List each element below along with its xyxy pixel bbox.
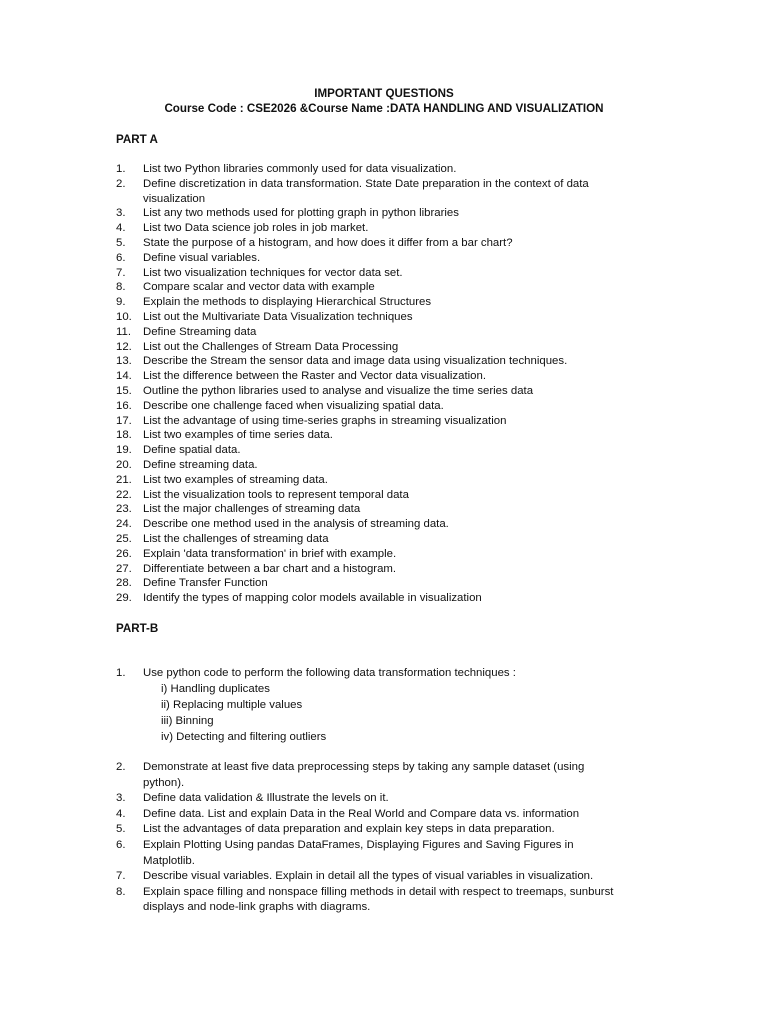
part-b-question-list xyxy=(116,760,621,916)
list-item: 21. List two examples of streaming data. xyxy=(116,473,328,486)
list-item: 5. State the purpose of a histogram, and how does it differ from a bar chart? xyxy=(116,236,513,249)
list-item: 17. List the advantage of using time-series graphs in streaming visualization xyxy=(116,414,507,427)
part-b-question-1 xyxy=(116,666,636,745)
part-a-heading: PART A xyxy=(116,133,158,146)
list-item: 29. Identify the types of mapping color models available in visualization xyxy=(116,592,482,605)
list-item: 8. Compare scalar and vector data with example xyxy=(116,281,375,294)
list-item: 16. Describe one challenge faced when visualizing spatial data. xyxy=(116,399,444,412)
list-item: 7. List two visualization techniques for vector data set. xyxy=(116,266,403,279)
list-item: 10. List out the Multivariate Data Visualization techniques xyxy=(116,310,413,323)
list-item: 14. List the difference between the Raster and Vector data visualization. xyxy=(116,370,486,383)
document-title: IMPORTANT QUESTIONS xyxy=(314,87,454,100)
list-item: 15. Outline the python libraries used to analyse and visualize the time series data xyxy=(116,384,534,397)
part-a-question-list xyxy=(116,162,636,606)
list-item: 13. Describe the Stream the sensor data and image data using visualization techniques. xyxy=(116,355,568,368)
sub-item: ii) Replacing multiple values xyxy=(161,698,303,711)
list-item: 9. Explain the methods to displaying Hierarchical Structures xyxy=(116,296,432,309)
list-item: 23. List the major challenges of streaming data xyxy=(116,503,361,516)
list-item: 3. Define data validation & Illustrate the levels on it. xyxy=(116,792,389,805)
list-item: 2. Demonstrate at least five data preprocessing steps by taking any sample dataset (using python). xyxy=(116,761,585,789)
list-item: 1. List two Python libraries commonly used for data visualization. xyxy=(116,163,457,175)
course-line: Course Code : CSE2026 &Course Name :DATA HANDLING AND VISUALIZATION xyxy=(164,102,604,115)
list-item: 6. Define visual variables. xyxy=(116,251,261,264)
sub-item: iii) Binning xyxy=(161,714,214,727)
list-item: 11. Define Streaming data xyxy=(116,325,257,338)
list-item: 12. List out the Challenges of Stream Data Processing xyxy=(116,340,399,353)
list-item: 3. List any two methods used for plotting graph in python libraries xyxy=(116,207,459,220)
sub-item-list xyxy=(161,681,636,745)
list-item: 7. Describe visual variables. Explain in detail all the types of visual variables in visualization. xyxy=(116,870,594,883)
list-item: 24. Describe one method used in the analysis of streaming data. xyxy=(116,518,449,531)
list-item: 4. Define data. List and explain Data in the Real World and Compare data vs. information xyxy=(116,807,580,820)
list-item: 5. List the advantages of data preparation and explain key steps in data preparation. xyxy=(116,823,555,836)
list-item: 1. Use python code to perform the following data transformation techniques : xyxy=(116,667,516,679)
sub-item: iv) Detecting and filtering outliers xyxy=(161,730,327,743)
list-item: 4. List two Data science job roles in job market. xyxy=(116,222,369,235)
list-item: 25. List the challenges of streaming data xyxy=(116,532,329,545)
list-item: 27. Differentiate between a bar chart and a histogram. xyxy=(116,562,397,575)
list-item: 18. List two examples of time series data. xyxy=(116,429,333,442)
list-item: 6. Explain Plotting Using pandas DataFrames, Displaying Figures and Saving Figures in Matplotlib. xyxy=(116,838,574,867)
part-b-heading: PART-B xyxy=(116,622,159,635)
list-item: 22. List the visualization tools to represent temporal data xyxy=(116,488,409,501)
list-item: 2. Define discretization in data transformation. State Date preparation in the context of data visualization xyxy=(116,177,589,205)
list-item: 19. Define spatial data. xyxy=(116,444,241,457)
sub-item: i) Handling duplicates xyxy=(161,682,270,695)
list-item: 8. Explain space filling and nonspace filling methods in detail with respect to treemaps, sunburst displays and node-link graphs with diagrams. xyxy=(116,885,614,914)
list-item: 26. Explain 'data transformation' in brief with example. xyxy=(116,547,397,560)
list-item: 28. Define Transfer Function xyxy=(116,577,268,590)
list-item: 20. Define streaming data. xyxy=(116,458,258,471)
